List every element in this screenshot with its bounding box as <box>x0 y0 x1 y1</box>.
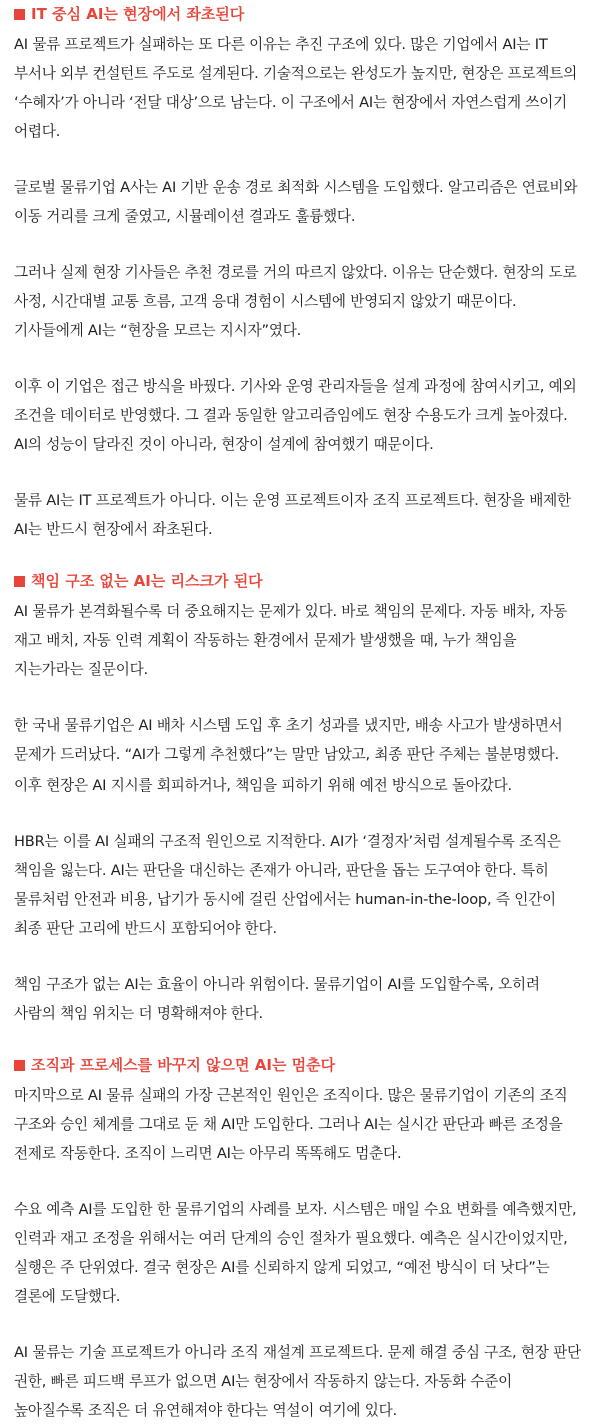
red-square-bullet-icon <box>14 576 25 587</box>
section-heading <box>14 571 582 591</box>
section-heading <box>14 4 582 24</box>
paragraph: 한 국내 물류기업은 AI 배차 시스템 도입 후 초기 성과를 냈지만, 배송 사고가 발생하면서 문제가 드러났다. “AI가 그렇게 추천했다”는 말만 남았고, 최종 판단 주체는 불분명했다. <box>14 717 563 763</box>
section-organization-process <box>14 1055 582 1425</box>
red-square-bullet-icon <box>14 1060 25 1071</box>
paragraph: 이후 이 기업은 접근 방식을 바꿨다. 기사와 운영 관리자들을 설계 과정에 참여시키고, 예외 조건을 데이터로 반영했다. 그 결과 동일한 알고리즘임에도 현장 수용도가 크게 높아졌다. AI의 성능이 달라진 것이 아니라, 현장이 설계에 참여했기 때문이다. <box>14 378 577 453</box>
section-heading <box>14 1055 582 1075</box>
paragraph: 그러나 실제 현장 기사들은 추천 경로를 거의 따르지 않았다. 이유는 단순했다. 현장의 도로 사정, 시간대별 교통 흐름, 고객 응대 경험이 시스템에 반영되지 않았기 때문이다. 기사들에게 AI는 “현장을 모르는 지시자”였다. <box>14 264 577 339</box>
paragraph: 이후 현장은 AI 지시를 회피하거나, 책임을 피하기 위해 예전 방식으로 돌아갔다. <box>14 777 512 794</box>
section-heading-text: 책임 구조 없는 AI는 리스크가 된다 <box>31 572 263 590</box>
section-responsibility-structure <box>14 571 582 1028</box>
paragraph: AI 물류 프로젝트가 실패하는 또 다른 이유는 추진 구조에 있다. 많은 기업에서 AI는 IT 부서나 외부 컨설턴트 주도로 설계된다. 기술적으로는 완성도가 높지만, 현장은 프로젝트의 ‘수혜자’가 아니라 ‘전달 대상’으로 남는다. 이 구조에서 AI는 현장에서 자연스럽게 쓰이기 어렵다. <box>14 36 578 140</box>
paragraph: AI 물류는 기술 프로젝트가 아니라 조직 재설계 프로젝트다. 문제 해결 중심 구조, 현장 판단 권한, 빠른 피드백 루프가 없으면 AI는 현장에서 작동하지 않는다. 자동화 수준이 높아질수록 조직은 더 유연해져야 한다는 역설이 여기에 있다. <box>14 1344 581 1419</box>
paragraph: 글로벌 물류기업 A사는 AI 기반 운송 경로 최적화 시스템을 도입했다. 알고리즘은 연료비와 이동 거리를 크게 줄였고, 시뮬레이션 결과도 훌륭했다. <box>14 179 578 225</box>
paragraph: AI 물류가 본격화될수록 더 중요해지는 문제가 있다. 바로 책임의 문제다. 자동 배차, 자동 재고 배치, 자동 인력 계획이 작동하는 환경에서 문제가 발생했을 때, 누가 책임을 지는가라는 질문이다. <box>14 603 567 678</box>
paragraph: 물류 AI는 IT 프로젝트가 아니다. 이는 운영 프로젝트이자 조직 프로젝트다. 현장을 배제한 AI는 반드시 현장에서 좌초된다. <box>14 492 571 538</box>
paragraph: 마지막으로 AI 물류 실패의 가장 근본적인 원인은 조직이다. 많은 물류기업이 기존의 조직 구조와 승인 체계를 그대로 둔 채 AI만 도입한다. 그러나 AI는 실시간 판단과 빠른 조정을 전제로 작동한다. 조직이 느리면 AI는 아무리 똑똑해도 멈춘다. <box>14 1087 568 1162</box>
paragraph: HBR는 이를 AI 실패의 구조적 원인으로 지적한다. AI가 ‘결정자’처럼 설계될수록 조직은 책임을 잃는다. AI는 판단을 대신하는 존재가 아니라, 판단을 돕는 도구여야 한다. 특히 물류처럼 안전과 비용, 납기가 동시에 걸린 산업에서는 human-in-the-loop, 즉 인간이 최종 판단 고리에 반드시 포함되어야 한다. <box>14 833 561 937</box>
paragraph: 책임 구조가 없는 AI는 효율이 아니라 위험이다. 물류기업이 AI를 도입할수록, 오히려 사람의 책임 위치는 더 명확해져야 한다. <box>14 976 540 1022</box>
paragraph: 수요 예측 AI를 도입한 한 물류기업의 사례를 보자. 시스템은 매일 수요 변화를 예측했지만, 인력과 재고 조정을 위해서는 여러 단계의 승인 절차가 필요했다. 예측은 실시간이었지만, 실행은 주 단위였다. 결국 현장은 AI를 신뢰하지 않게 되었고, “예전 방식이 더 낫다”는 결론에 도달했다. <box>14 1201 577 1305</box>
red-square-bullet-icon <box>14 9 25 20</box>
section-it-centered-ai <box>14 4 582 544</box>
section-heading-text: IT 중심 AI는 현장에서 좌초된다 <box>31 5 245 23</box>
section-heading-text: 조직과 프로세스를 바꾸지 않으면 AI는 멈춘다 <box>31 1056 336 1074</box>
